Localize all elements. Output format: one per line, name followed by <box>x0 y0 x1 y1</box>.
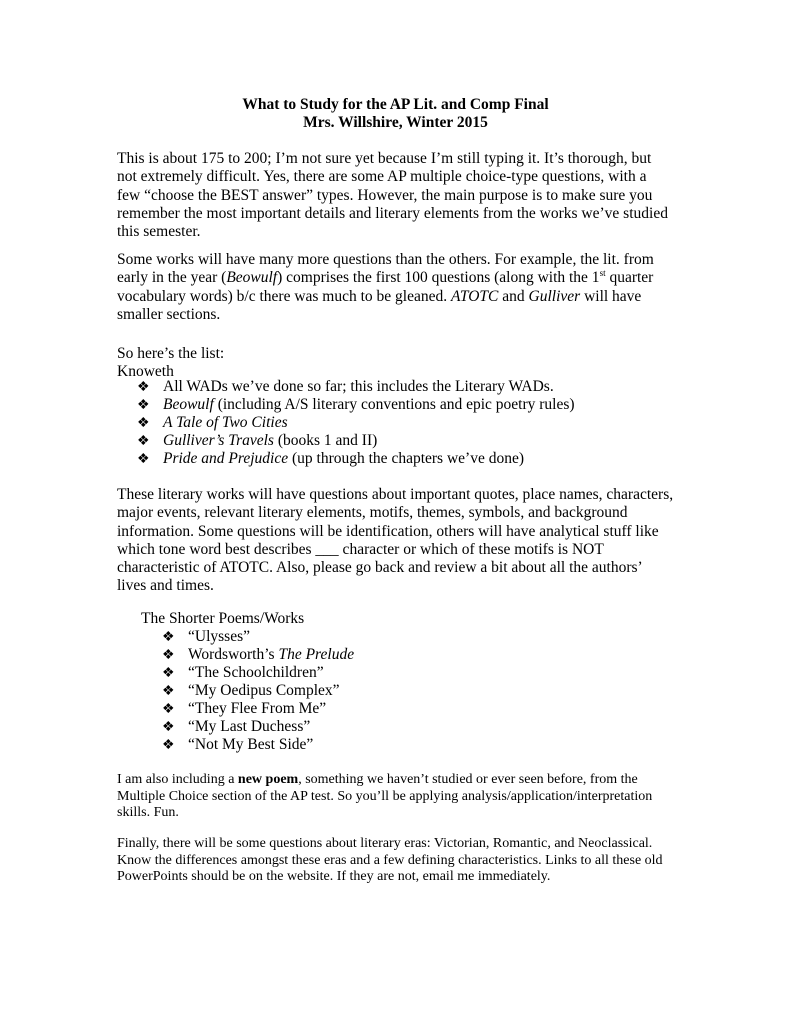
new-poem-line: Multiple Choice section of the AP test. So you’ll be applying analysis/application/interpretation <box>117 788 653 804</box>
diamond-bullet-icon: ❖ <box>162 720 175 735</box>
literary-line: characteristic of ATOTC. Also, please go back and review a bit about all the authors’ <box>117 559 643 577</box>
literary-line: major events, relevant literary elements, motifs, themes, symbols, and background <box>117 504 628 522</box>
poem-item: ❖ “Ulysses” <box>162 628 250 645</box>
diamond-bullet-icon: ❖ <box>162 738 175 753</box>
list-item: ❖ A Tale of Two Cities <box>137 414 288 431</box>
diamond-bullet-icon: ❖ <box>137 398 150 413</box>
diamond-bullet-icon: ❖ <box>137 380 150 395</box>
finally-paragraph <box>117 836 717 886</box>
intro-line: not extremely difficult. Yes, there are some AP multiple choice-type questions, with a <box>117 168 647 186</box>
poem-item: ❖ Wordsworth’s The Prelude <box>162 646 355 663</box>
diamond-bullet-icon: ❖ <box>162 648 175 663</box>
diamond-bullet-icon: ❖ <box>162 702 175 717</box>
diamond-bullet-icon: ❖ <box>137 416 150 431</box>
finally-line: PowerPoints should be on the website. If they are not, email me immediately. <box>117 869 551 885</box>
intro-paragraph <box>117 150 687 241</box>
diamond-bullet-icon: ❖ <box>162 666 175 681</box>
poem-item: ❖ “My Last Duchess” <box>162 718 311 735</box>
diamond-bullet-icon: ❖ <box>137 452 150 467</box>
literary-line: which tone word best describes ___ character or which of these motifs is NOT <box>117 540 604 558</box>
intro-line: remember the most important details and literary elements from the works we’ve studied <box>117 204 668 222</box>
new-poem-paragraph <box>117 772 717 822</box>
list-item: ❖ Beowulf (including A/S literary conventions and epic poetry rules) <box>137 396 575 413</box>
literary-paragraph <box>117 486 687 596</box>
new-poem-line: skills. Fun. <box>117 805 179 821</box>
works-line: early in the year (Beowulf) comprises the first 100 questions (along with the 1st quarter <box>117 268 654 287</box>
diamond-bullet-icon: ❖ <box>162 630 175 645</box>
list-intro-line: So here’s the list: <box>117 345 225 362</box>
poem-item: ❖ “My Oedipus Complex” <box>162 682 340 699</box>
poems-heading: The Shorter Poems/Works <box>141 610 305 627</box>
diamond-bullet-icon: ❖ <box>137 434 150 449</box>
poem-item: ❖ “They Flee From Me” <box>162 700 327 717</box>
document-subtitle: Mrs. Willshire, Winter 2015 <box>303 114 488 131</box>
list-item: ❖ Gulliver’s Travels (books 1 and II) <box>137 432 378 449</box>
literary-line: lives and times. <box>117 577 214 595</box>
list-item: ❖ All WADs we’ve done so far; this includes the Literary WADs. <box>137 378 554 395</box>
finally-line: Finally, there will be some questions about literary eras: Victorian, Romantic, and Neoclassical. <box>117 836 653 851</box>
works-line: Some works will have many more questions than the others. For example, the lit. from <box>117 251 654 268</box>
works-paragraph <box>117 251 687 324</box>
finally-line: Know the differences amongst these eras and a few defining characteristics. Links to all these old <box>117 852 663 868</box>
new-poem-line: I am also including a new poem, something we haven’t studied or ever seen before, from the <box>117 772 638 787</box>
poem-item: ❖ “Not My Best Side” <box>162 736 314 753</box>
diamond-bullet-icon: ❖ <box>162 684 175 699</box>
list-item: ❖ Pride and Prejudice (up through the chapters we’ve done) <box>137 450 524 467</box>
document-title: What to Study for the AP Lit. and Comp Final <box>242 96 549 113</box>
literary-line: information. Some questions will be identification, others will have analytical stuff like <box>117 522 659 540</box>
poem-item: ❖ “The Schoolchildren” <box>162 664 324 681</box>
intro-line: few “choose the BEST answer” types. However, the main purpose is to make sure you <box>117 186 653 204</box>
list-intro-line: Knoweth <box>117 363 174 381</box>
works-line: smaller sections. <box>117 305 221 323</box>
intro-line: this semester. <box>117 223 201 241</box>
works-line: vocabulary words) b/c there was much to be gleaned. ATOTC and Gulliver will have <box>117 287 642 305</box>
literary-line: These literary works will have questions about important quotes, place names, characters, <box>117 486 674 503</box>
list-intro <box>117 345 687 382</box>
intro-line: This is about 175 to 200; I’m not sure yet because I’m still typing it. It’s thorough, but <box>117 150 652 167</box>
